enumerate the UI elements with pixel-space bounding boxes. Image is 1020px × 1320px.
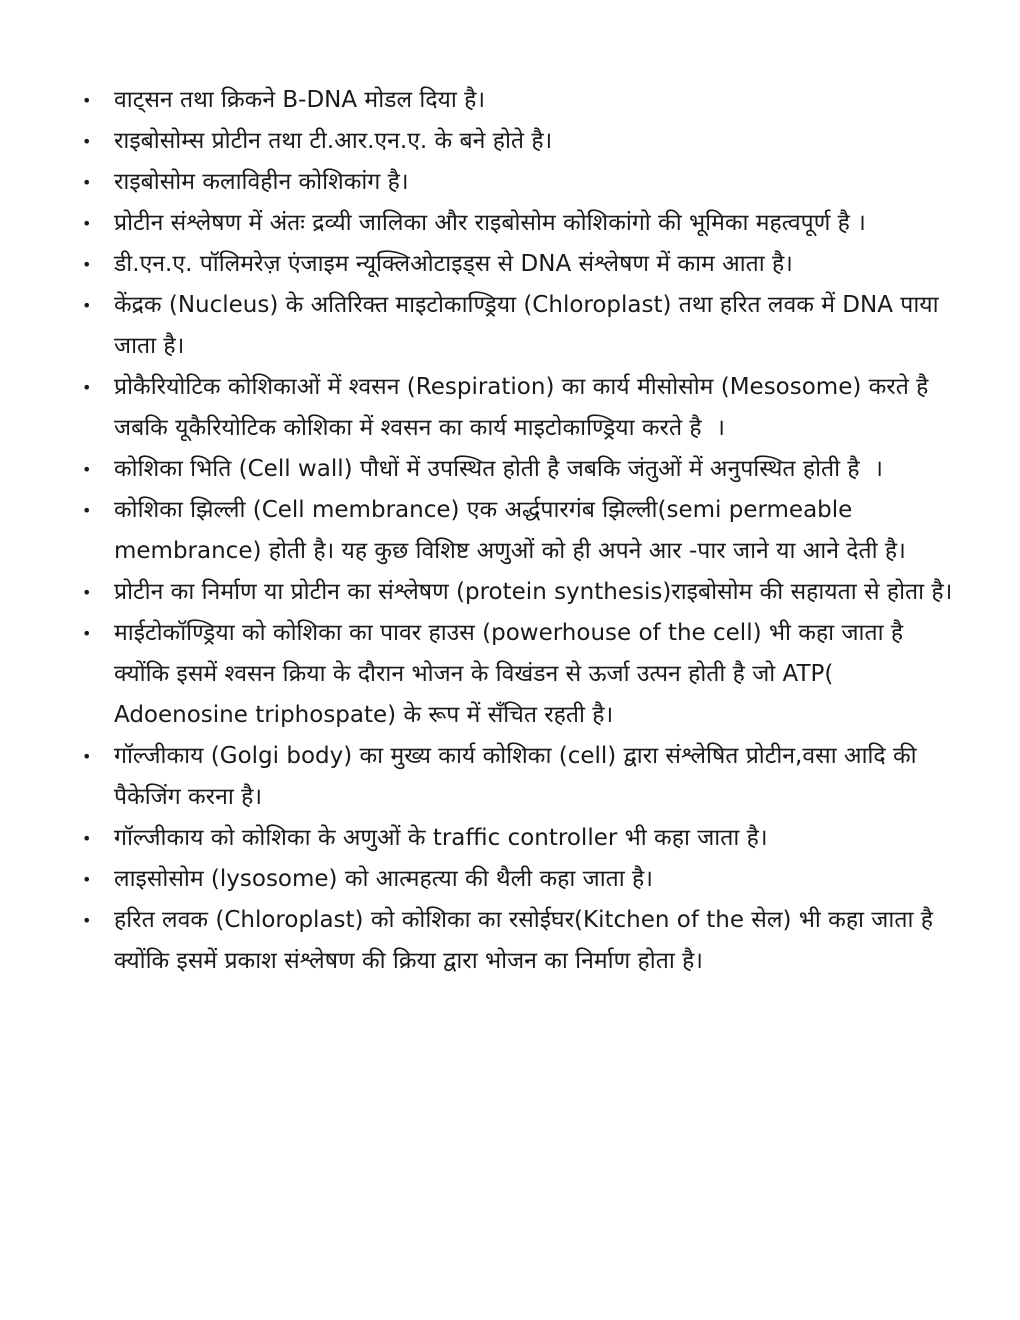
list-item xyxy=(82,244,962,285)
bullet-icon: • xyxy=(82,173,92,192)
list-item-text: माईटोकॉण्ड्रिया को कोशिका का पावर हाउस (powerhouse of the cell) भी कहा जाता है क्योंकि इसमें श्वसन क्रिया के दौरान भोजन के विखंडन से ऊर्जा उत्पन होती है जो ATP( Adoenosine triphospate) के रूप में सँचित रहती है। xyxy=(114,620,911,728)
bullet-icon: • xyxy=(82,296,92,315)
bullet-icon: • xyxy=(82,214,92,233)
list-item xyxy=(82,900,962,982)
list-item xyxy=(82,367,962,449)
bullet-icon: • xyxy=(82,501,92,520)
list-item xyxy=(82,203,962,244)
bullet-icon: • xyxy=(82,870,92,889)
list-item xyxy=(82,736,962,818)
list-item xyxy=(82,859,962,900)
list-item-text: कोशिका भिति (Cell wall) पौधों में उपस्थित होती है जबकि जंतुओं में अनुपस्थित होती है । xyxy=(114,456,883,482)
bullet-icon: • xyxy=(82,255,92,274)
list-item-text: लाइसोसोम (lysosome) को आत्महत्या की थैली कहा जाता है। xyxy=(114,866,653,892)
list-item-text: प्रोटीन का निर्माण या प्रोटीन का संश्लेषण (protein synthesis)राइबोसोम की सहायता से होता है। xyxy=(114,579,953,605)
list-item xyxy=(82,449,962,490)
list-item-text: राइबोसोम कलाविहीन कोशिकांग है। xyxy=(114,169,409,195)
list-item xyxy=(82,162,962,203)
list-item xyxy=(82,572,962,613)
notes-list xyxy=(82,80,962,982)
list-item xyxy=(82,121,962,162)
bullet-icon: • xyxy=(82,132,92,151)
bullet-icon: • xyxy=(82,583,92,602)
bullet-icon: • xyxy=(82,747,92,766)
bullet-icon: • xyxy=(82,460,92,479)
bullet-icon: • xyxy=(82,911,92,930)
list-item-text: गॉल्जीकाय को कोशिका के अणुओं के traffic controller भी कहा जाता है। xyxy=(114,825,768,851)
list-item xyxy=(82,80,962,121)
bullet-icon: • xyxy=(82,624,92,643)
list-item xyxy=(82,613,962,736)
list-item xyxy=(82,285,962,367)
bullet-icon: • xyxy=(82,829,92,848)
list-item-text: प्रोटीन संश्लेषण में अंतः द्रव्यी जालिका और राइबोसोम कोशिकांगो की भूमिका महत्वपूर्ण है । xyxy=(114,210,866,236)
list-item xyxy=(82,490,962,572)
list-item-text: वाट्सन तथा क्रिकने B-DNA मोडल दिया है। xyxy=(114,87,486,113)
list-item xyxy=(82,818,962,859)
bullet-icon: • xyxy=(82,91,92,110)
list-item-text: डी.एन.ए. पॉलिमरेज़ एंजाइम न्यूक्लिओटाइड्स से DNA संश्लेषण में काम आता है। xyxy=(114,251,793,277)
list-item-text: कोशिका झिल्ली (Cell membrance) एक अर्द्धपारगंब झिल्ली(semi permeable membrance) होती है। यह कुछ विशिष्ट अणुओं को ही अपने आर -पार जाने या आने देती है। xyxy=(114,497,906,564)
list-item-text: हरित लवक (Chloroplast) को कोशिका का रसोईघर(Kitchen of the सेल) भी कहा जाता है क्योंकि इसमें प्रकाश संश्लेषण की क्रिया द्वारा भोजन का निर्माण होता है। xyxy=(114,907,941,974)
list-item-text: केंद्रक (Nucleus) के अतिरिक्त माइटोकाण्ड्रिया (Chloroplast) तथा हरित लवक में DNA पाया जाता है। xyxy=(114,292,946,359)
list-item-text: प्रोकैरियोटिक कोशिकाओं में श्वसन (Respiration) का कार्य मीसोसोम (Mesosome) करते है जबकि यूकैरियोटिक कोशिका में श्वसन का कार्य माइटोकाण्ड्रिया करते है । xyxy=(114,374,936,441)
list-item-text: राइबोसोम्स प्रोटीन तथा टी.आर.एन.ए. के बने होते है। xyxy=(114,128,553,154)
bullet-icon: • xyxy=(82,378,92,397)
list-item-text: गॉल्जीकाय (Golgi body) का मुख्य कार्य कोशिका (cell) द्वारा संश्लेषित प्रोटीन,वसा आदि की पैकेजिंग करना है। xyxy=(114,743,924,810)
